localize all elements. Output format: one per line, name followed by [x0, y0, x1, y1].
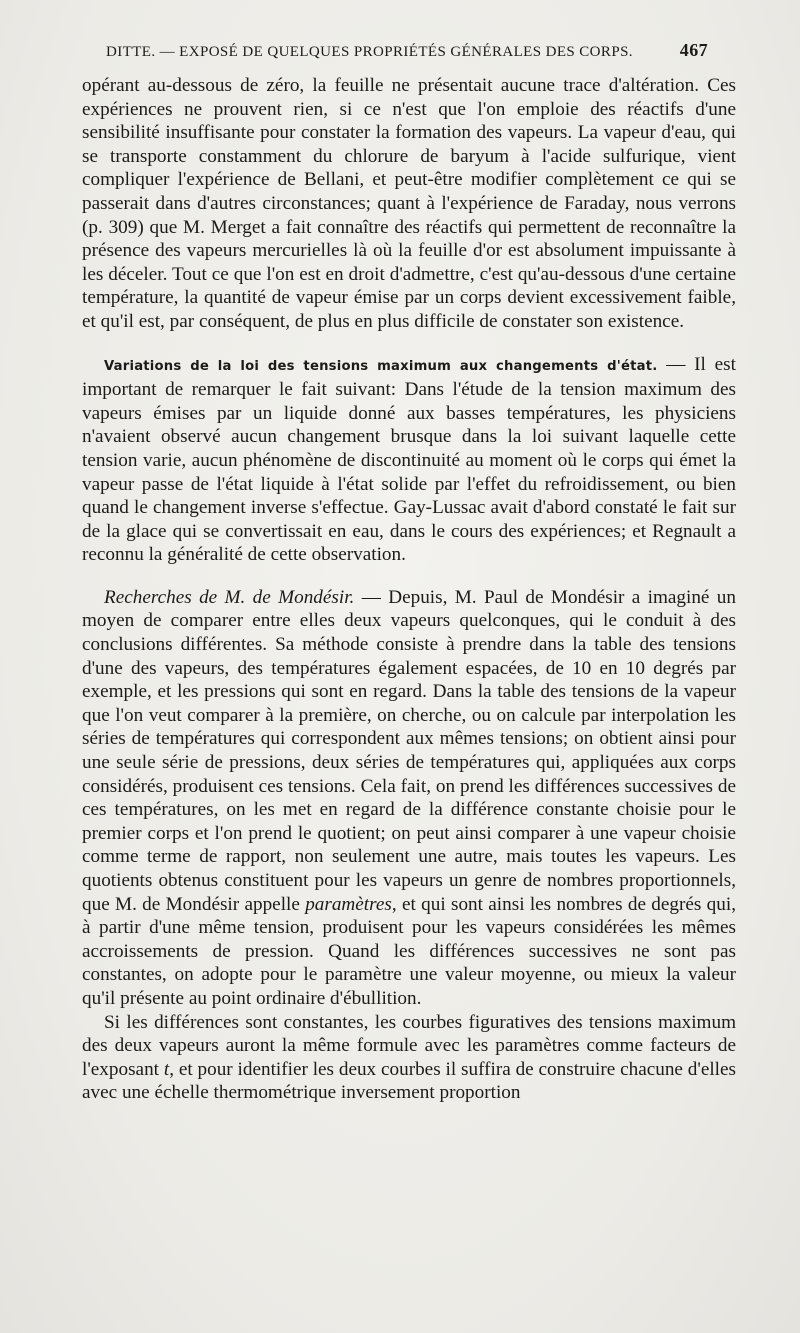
paragraph-courbes-b: , et pour identifier les deux courbes il suffira de construire chacune d'elles avec une échelle thermométrique inversement proportion [82, 1058, 737, 1104]
term-parametres: paramètres [305, 893, 392, 915]
paragraph-courbes [82, 1011, 736, 1105]
paragraph-variations [82, 353, 736, 567]
body-text [82, 74, 736, 1105]
paragraph-mondesir-body-b: , et qui sont ainsi les nombres de degrés qui, à partir d'une même tension, produisent pour les vapeurs considérées les mêmes accroissements de pression. Quand les différences successives ne sont pas constantes, on adopte pour le paramètre une valeur moyenne, ou mieux la valeur qu'il présente au point ordinaire d'ébullition. [82, 893, 736, 1009]
paragraph-mondesir [82, 586, 736, 1011]
section-title-mondesir: Recherches de M. de Mondésir. [104, 586, 355, 608]
paragraph-continuation: opérant au-dessous de zéro, la feuille ne présentait aucune trace d'altération. Ces expériences ne prouvent rien, si ce n'est que l'on emploie des réactifs d'une sensibilité insuffisante pour constater la formation des vapeurs. La vapeur d'eau, qui se transporte constamment du chlorure de baryum à l'acide sulfurique, vient compliquer l'expérience de Bellani, et peut-être modifier complètement ce qui se passerait dans d'autres circonstances; quant à l'expérience de Faraday, nous verrons (p. 309) que M. Merget a fait connaître des réactifs qui permettent de reconnaître la présence des vapeurs mercurielles là où la feuille d'or est absolument impuissante à les déceler. Tout ce que l'on est en droit d'admettre, c'est qu'au-dessous d'une certaine température, la quantité de vapeur émise par un corps devient excessivement faible, et qu'il est, par conséquent, de plus en plus difficile de constater son existence. [82, 75, 736, 332]
paragraph-variations-body: — Il est important de remarquer le fait suivant: Dans l'étude de la tension maximum des vapeurs émises par un liquide donné aux basses températures, les physiciens n'avaient observé aucun changement brusque dans la loi suivant laquelle cette tension varie, aucun phénomène de discontinuité au moment où le corps qui émet la vapeur passe de l'état liquide à l'état solide par l'effet du refroidissement, ou bien quand le changement inverse s'effectue. Gay-Lussac avait d'abord constaté le fait sur de la glace qui se convertissait en eau, dans le cours des expériences; et Regnault a reconnu la généralité de cette observation. [82, 353, 736, 566]
running-head [106, 40, 708, 64]
paragraph-mondesir-body-a: — Depuis, M. Paul de Mondésir a imaginé un moyen de comparer entre elles deux vapeurs quelconques, qui le conduit à des conclusions différentes. Sa méthode consiste à prendre dans la table des tensions d'une des vapeurs, des températures également espacées, de 10 en 10 degrés par exemple, et les pressions qui sont en regard. Dans la table des tensions de la vapeur que l'on veut comparer à la première, on cherche, ou on calcule par interpolation les séries de températures qui correspondent aux mêmes tensions; on obtient ainsi pour une seule série de pressions, deux séries de températures qui, appliquées aux corps considérés, produisent ces tensions. Cela fait, on prend les différences successives de ces températures, on les met en regard de la différence constante choisie pour le premier corps et l'on prend le quotient; on peut ainsi comparer à une vapeur choisie comme terme de rapport, non seulement une autre, mais toutes les vapeurs. Les quotients obtenus constituent pour les vapeurs un genre de nombres proportionnels, que M. de Mondésir appelle [82, 586, 736, 915]
running-head-title: DITTE. — EXPOSÉ DE QUELQUES PROPRIÉTÉS GÉNÉRALES DES CORPS. [106, 44, 633, 60]
section-title-variations: Variations de la loi des tensions maximum aux changements d'état. [104, 358, 658, 374]
variable-t: t [163, 1058, 170, 1080]
page-number: 467 [679, 40, 708, 60]
paragraph-courbes-a: Si les différences sont constantes, les courbes figuratives des tensions maximum des deux vapeurs auront la même formule avec les paramètres comme facteurs de l'exposant [82, 1011, 736, 1080]
